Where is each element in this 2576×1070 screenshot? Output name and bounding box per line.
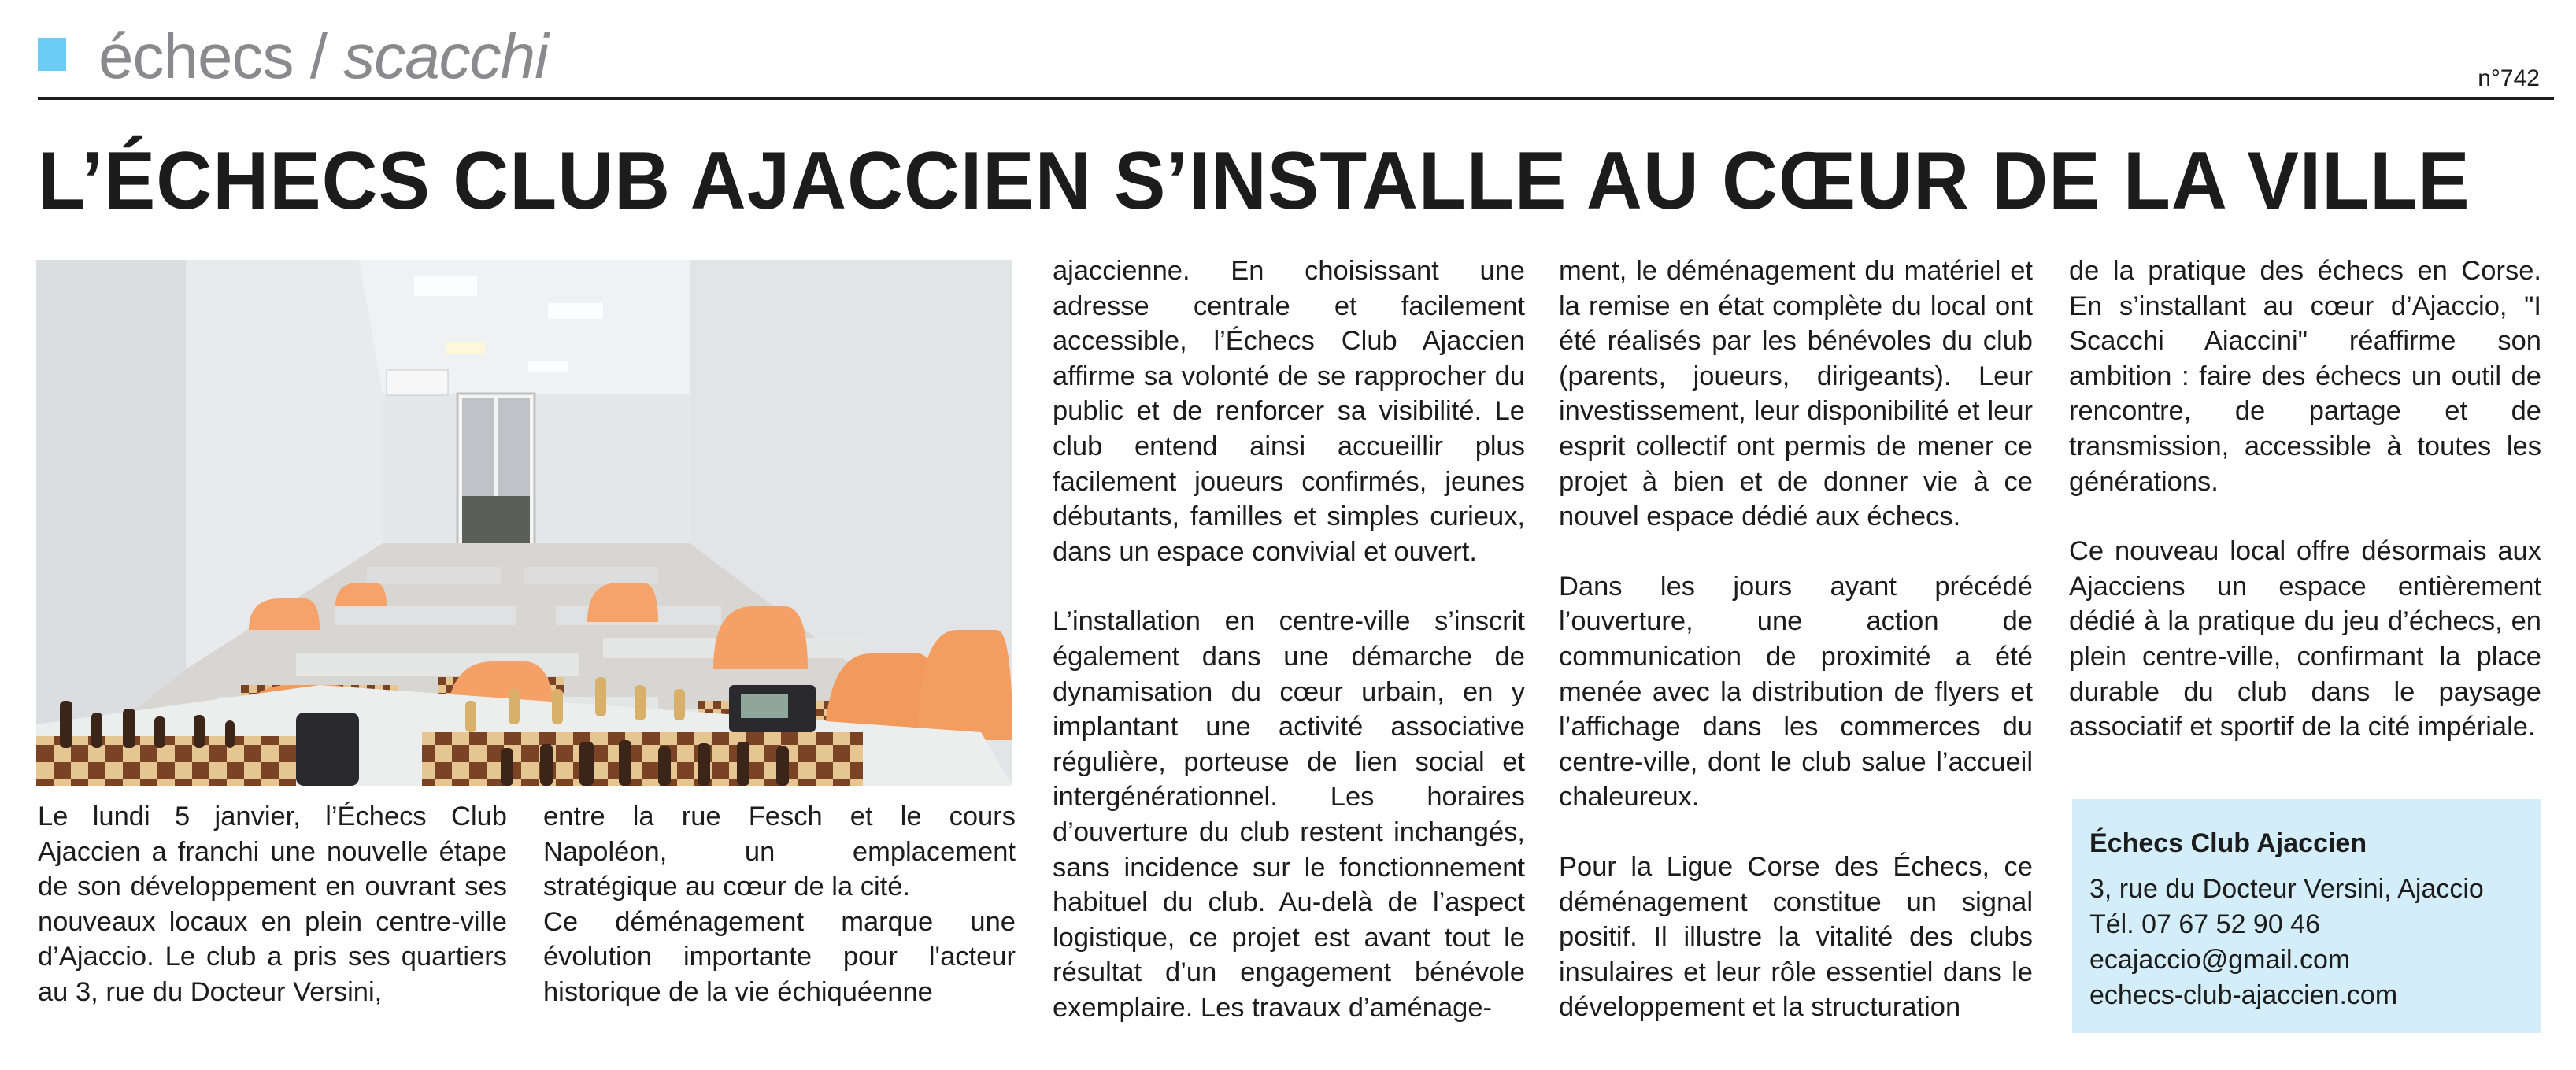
- article-column-3: [1053, 254, 1525, 1025]
- article-paragraph: ment, le déménagement du matériel et la remise en état complète du local ont été réalisés par les bénévoles du club (parents, joueurs, dirigeants). Leur investissement, leur disponibilité et leur esprit collectif ont permis de mener ce projet à bien et de donner vie à ce nouvel espace dédié aux échecs.: [1559, 256, 2033, 532]
- article-paragraph: ajaccienne. En choisissant une adresse centrale et facilement accessible, l’Échecs Club Ajaccien affirme sa volonté de se rapprocher du public et de renforcer sa visibilité. Le club entend ainsi accueillir plus facilement joueurs confirmés, jeunes débutants, familles et simples curieux, dans un espace convivial et ouvert.: [1053, 256, 1525, 567]
- rubric-color-square-icon: [38, 38, 66, 71]
- rubric-label-co: scacchi: [343, 21, 548, 91]
- issue-number: n°742: [2478, 65, 2540, 91]
- club-website: echecs-club-ajaccien.com: [2089, 980, 2398, 1010]
- article-paragraph: Dans les jours ayant précédé l’ouverture, une action de communication de proximité a été menée avec la distribution de flyers et l’affichage dans les commerces du centre-ville, dont le club salue l’accueil chaleureux.: [1559, 571, 2033, 813]
- article-column-2: [543, 799, 1016, 1010]
- rubric-separator: /: [309, 21, 327, 91]
- club-name: Échecs Club Ajaccien: [2089, 828, 2367, 858]
- club-contact-box: [2072, 799, 2541, 1033]
- section-rubric: [98, 19, 548, 94]
- club-phone: Tél. 07 67 52 90 46: [2089, 909, 2321, 939]
- article-paragraph: Le lundi 5 janvier, l’Échecs Club Ajaccien a franchi une nouvelle étape de son développement en ouvrant ses nouveaux locaux en plein centre-ville d’Ajaccio. Le club a pris ses quartiers au 3, rue du Docteur Versini,: [38, 802, 507, 1007]
- article-paragraph: L’installation en centre-ville s’inscrit également dans une démarche de dynamisation du cœur urbain, en y implantant une activité associative régulière, porteuse de lien social et intergénérationnel. Les horaires d’ouverture du club restent inchangés, sans incidence sur le fonctionnement habituel du club. Au-delà de l’aspect logistique, ce projet est avant tout le résultat d’un engagement bénévole exemplaire. Les travaux d’aménage-: [1053, 606, 1525, 1023]
- club-room-photo: [36, 260, 1012, 786]
- header-divider: [38, 97, 2554, 100]
- article-paragraph: Pour la Ligue Corse des Échecs, ce déménagement constitue un signal positif. Il illustre la vitalité des clubs insulaires et leur rôle essentiel dans le développement et la structuration: [1559, 851, 2033, 1023]
- article-column-4: [1559, 254, 2033, 1025]
- club-email: ecajaccio@gmail.com: [2089, 945, 2351, 975]
- article-column-1: [38, 799, 507, 1010]
- article-paragraph: entre la rue Fesch et le cours Napoléon, un emplacement stratégique au cœur de la cité.: [543, 802, 1016, 902]
- article-paragraph: Ce déménagement marque une évolution importante pour l'acteur historique de la vie échiquéenne: [543, 906, 1016, 1007]
- article-paragraph: de la pratique des échecs en Corse. En s’installant au cœur d’Ajaccio, "I Scacchi Aiaccini" réaffirme son ambition : faire des échecs un outil de rencontre, de partage et de transmission, accessible à toutes les générations.: [2069, 256, 2541, 497]
- article-column-5: [2069, 254, 2541, 745]
- rubric-label-fr: échecs: [98, 21, 294, 91]
- article-paragraph: Ce nouveau local offre désormais aux Ajacciens un espace entièrement dédié à la pratique du jeu d’échecs, en plein centre-ville, confirmant la place durable du club dans le paysage associatif et sportif de la cité impériale.: [2069, 536, 2541, 742]
- club-address: 3, rue du Docteur Versini, Ajaccio: [2089, 874, 2484, 904]
- article-headline: L’ÉCHECS CLUB AJACCIEN S’INSTALLE AU CŒUR DE LA VILLE: [38, 135, 2471, 227]
